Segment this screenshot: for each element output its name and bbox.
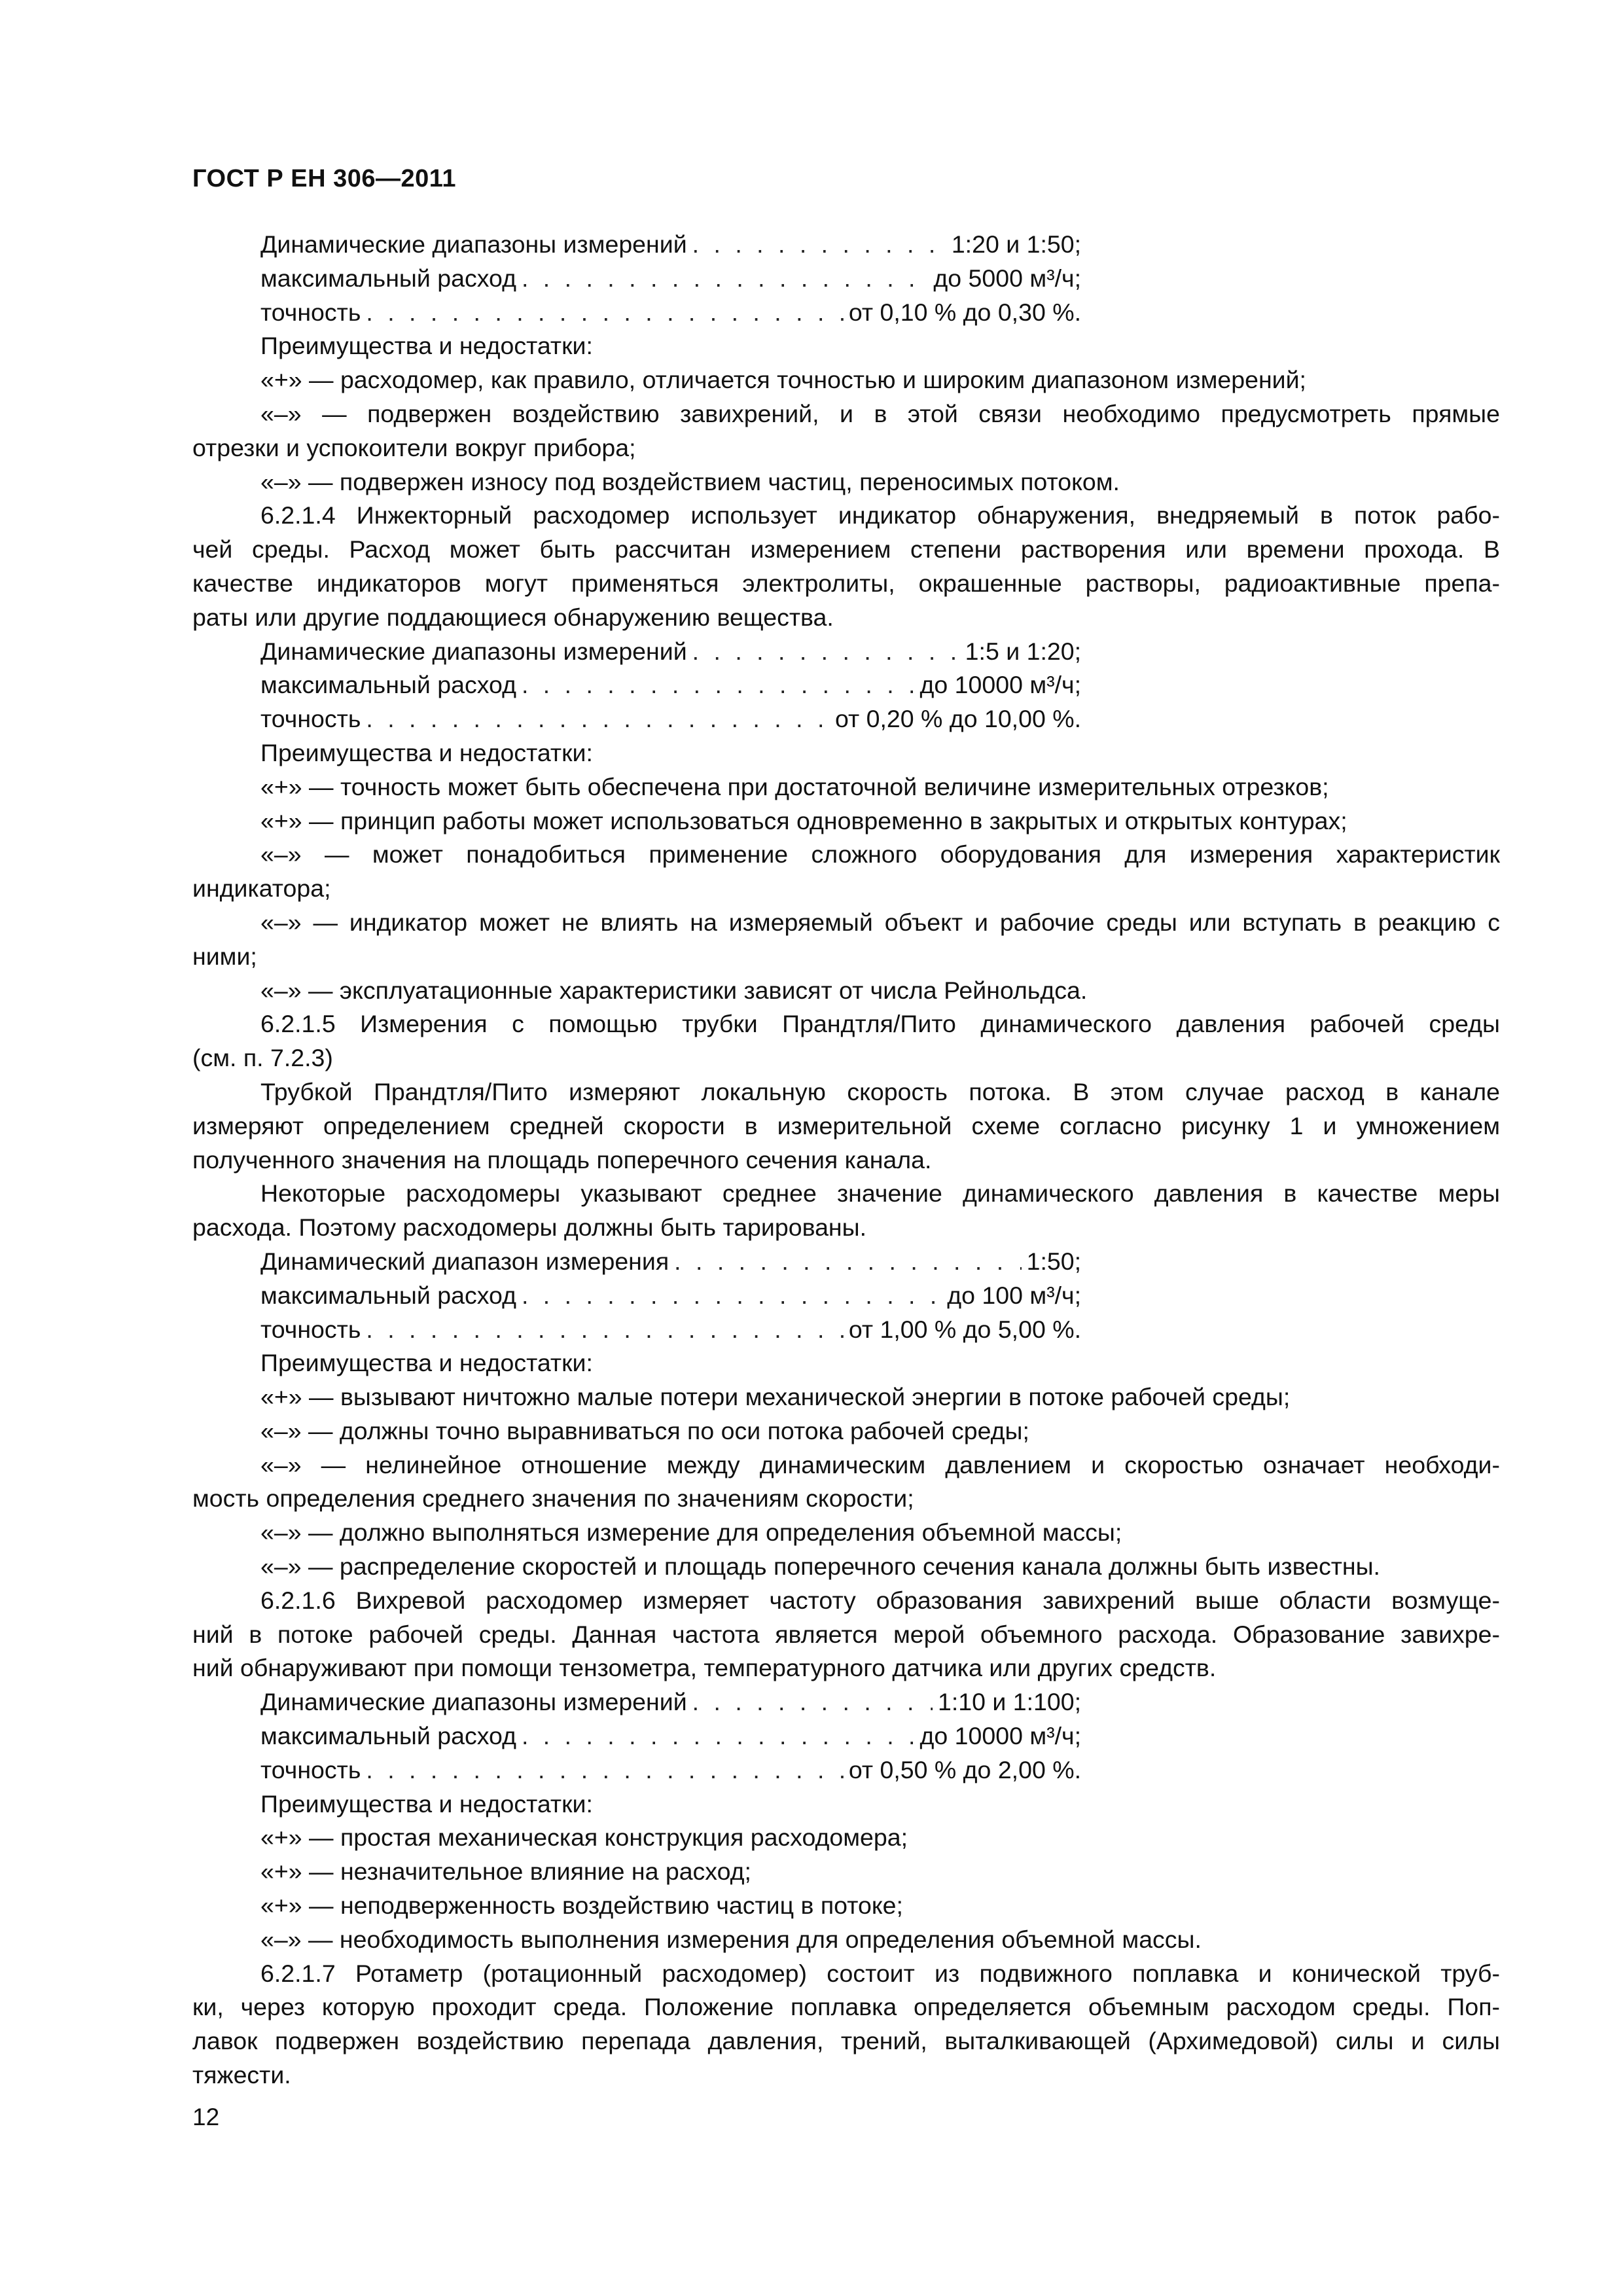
text-line: измеряют определением средней скорости в измерительной схеме согласно рисунку 1 и умножением xyxy=(192,1111,1500,1139)
text-line: Преимущества и недостатки: xyxy=(260,332,593,360)
spec-value: 1:10 и 1:100; xyxy=(937,1688,1081,1716)
leader-dots xyxy=(366,702,830,736)
text-line: «–» — нелинейное отношение между динамическим давлением и скоростью означает необходи- xyxy=(260,1450,1500,1479)
text-line: «+» — неподверженность воздействию частиц в потоке; xyxy=(260,1892,903,1920)
text-line: полученного значения на площадь поперечного сечения канала. xyxy=(192,1145,932,1174)
text-line: 6.2.1.4 Инжекторный расходомер использует индикатор обнаружения, внедряемый в поток рабо- xyxy=(260,501,1500,529)
leader-dots xyxy=(366,1313,844,1347)
text-line: «+» — вызывают ничтожно малые потери механической энергии в потоке рабочей среды; xyxy=(260,1383,1291,1411)
text-line: Некоторые расходомеры указывают среднее значение динамического давления в качестве меры xyxy=(260,1179,1500,1208)
text-line: Трубкой Прандтля/Пито измеряют локальную скорость потока. В этом случае расход в канале xyxy=(260,1077,1500,1105)
text-line: мость определения среднего значения по значениям скорости; xyxy=(192,1484,914,1513)
text-line: расхода. Поэтому расходомеры должны быть тарированы. xyxy=(192,1213,867,1242)
text-line: ний обнаруживают при помощи тензометра, температурного датчика или других средств. xyxy=(192,1654,1217,1682)
text-line: «–» — распределение скоростей и площадь поперечного сечения канала должны быть известны. xyxy=(260,1552,1380,1581)
spec-line xyxy=(192,635,1081,669)
text-line: ними; xyxy=(192,942,257,970)
text-line: 6.2.1.5 Измерения с помощью трубки Прандтля/Пито динамического давления рабочей среды xyxy=(260,1010,1500,1038)
spec-label: максимальный расход xyxy=(260,1281,516,1309)
text-line: «–» — подвержен износу под воздействием частиц, переносимых потоком. xyxy=(260,467,1120,495)
text-line: ний в потоке рабочей среды. Данная частота является мерой объемного расхода. Образование завихре- xyxy=(192,1620,1500,1648)
spec-label: Динамические диапазоны измерений xyxy=(260,1688,687,1716)
spec-line xyxy=(192,1313,1081,1347)
text-line: «+» — точность может быть обеспечена при достаточной величине измерительных отрезков; xyxy=(260,772,1329,800)
leader-dots xyxy=(522,1719,915,1753)
spec-line xyxy=(192,1753,1081,1787)
text-line: Преимущества и недостатки: xyxy=(260,1789,593,1818)
text-line: раты или другие поддающиеся обнаружению вещества. xyxy=(192,603,834,631)
standard-header: ГОСТ Р ЕН 306—2011 xyxy=(192,165,456,192)
spec-value: 1:5 и 1:20; xyxy=(965,637,1081,665)
text-line: 6.2.1.6 Вихревой расходомер измеряет частоту образования завихрений выше области возмуще- xyxy=(260,1586,1500,1614)
spec-label: Динамические диапазоны измерений xyxy=(260,230,687,258)
spec-value: от 1,00 % до 5,00 %. xyxy=(848,1315,1081,1343)
spec-line xyxy=(192,1279,1081,1313)
spec-label: точность xyxy=(260,705,361,733)
text-line: 6.2.1.7 Ротаметр (ротационный расходомер) состоит из подвижного поплавка и конической труб- xyxy=(260,1959,1500,1987)
spec-value: от 0,20 % до 10,00 %. xyxy=(835,705,1081,733)
text-line: лавок подвержен воздействию перепада давления, трений, выталкивающей (Архимедовой) силы и силы xyxy=(192,2027,1500,2055)
leader-dots xyxy=(674,1245,1021,1279)
spec-value: до 5000 м³/ч; xyxy=(933,264,1081,292)
spec-value: до 10000 м³/ч; xyxy=(919,1722,1081,1750)
spec-line xyxy=(192,1719,1081,1753)
leader-dots xyxy=(522,262,928,296)
spec-label: Динамический диапазон измерения xyxy=(260,1247,669,1275)
spec-label: точность xyxy=(260,1315,361,1343)
text-line: «–» — подвержен воздействию завихрений, и в этой связи необходимо предусмотреть прямые xyxy=(260,399,1500,427)
spec-value: от 0,50 % до 2,00 %. xyxy=(848,1755,1081,1784)
text-line: Преимущества и недостатки: xyxy=(260,738,593,766)
text-line: «+» — принцип работы может использоваться одновременно в закрытых и открытых контурах; xyxy=(260,806,1347,834)
text-line: «–» — необходимость выполнения измерения для определения объемной массы. xyxy=(260,1925,1202,1953)
spec-label: максимальный расход xyxy=(260,671,516,699)
spec-line xyxy=(192,702,1081,736)
text-line: ки, через которую проходит среда. Положение поплавка определяется объемным расходом среды. Поп- xyxy=(192,1993,1500,2021)
text-line: «–» — должны точно выравниваться по оси потока рабочей среды; xyxy=(260,1416,1029,1444)
spec-line xyxy=(192,668,1081,702)
text-line: чей среды. Расход может быть рассчитан измерением степени растворения или времени прохода. В xyxy=(192,535,1500,564)
spec-line xyxy=(192,1685,1081,1719)
leader-dots xyxy=(692,635,960,669)
spec-line xyxy=(192,262,1081,296)
spec-line xyxy=(192,1245,1081,1279)
spec-label: максимальный расход xyxy=(260,1722,516,1750)
text-line: качестве индикаторов могут применяться электролиты, окрашенные растворы, радиоактивные препа- xyxy=(192,569,1500,597)
spec-label: точность xyxy=(260,298,361,326)
spec-label: максимальный расход xyxy=(260,264,516,292)
leader-dots xyxy=(366,296,844,330)
text-line: отрезки и успокоители вокруг прибора; xyxy=(192,433,636,461)
text-line: «–» — индикатор может не влиять на измеряемый объект и рабочие среды или вступать в реакцию с xyxy=(260,908,1500,936)
leader-dots xyxy=(522,1279,942,1313)
spec-value: до 100 м³/ч; xyxy=(947,1281,1081,1309)
spec-label: Динамические диапазоны измерений xyxy=(260,637,687,665)
leader-dots xyxy=(366,1753,844,1787)
text-line: индикатора; xyxy=(192,874,331,903)
text-line: тяжести. xyxy=(192,2061,291,2089)
text-line: «–» — должно выполняться измерение для определения объемной массы; xyxy=(260,1518,1122,1547)
page-number: 12 xyxy=(192,2104,220,2130)
text-line: «+» — расходомер, как правило, отличается точностью и широким диапазоном измерений; xyxy=(260,366,1306,394)
spec-line xyxy=(192,296,1081,330)
document-body xyxy=(192,228,1500,2092)
text-line: «–» — может понадобиться применение сложного оборудования для измерения характеристик xyxy=(260,840,1500,869)
leader-dots xyxy=(692,228,946,262)
spec-value: от 0,10 % до 0,30 %. xyxy=(848,298,1081,326)
spec-line xyxy=(192,228,1081,262)
leader-dots xyxy=(692,1685,933,1719)
text-line: «–» — эксплуатационные характеристики зависят от числа Рейнольдса. xyxy=(260,976,1088,1004)
text-line: «+» — простая механическая конструкция расходомера; xyxy=(260,1823,908,1852)
spec-value: 1:50; xyxy=(1026,1247,1081,1275)
leader-dots xyxy=(522,668,915,702)
text-line: Преимущества и недостатки: xyxy=(260,1349,593,1377)
spec-label: точность xyxy=(260,1755,361,1784)
spec-value: 1:20 и 1:50; xyxy=(951,230,1081,258)
text-line: «+» — незначительное влияние на расход; xyxy=(260,1857,751,1886)
text-line: (см. п. 7.2.3) xyxy=(192,1044,333,1072)
spec-value: до 10000 м³/ч; xyxy=(919,671,1081,699)
